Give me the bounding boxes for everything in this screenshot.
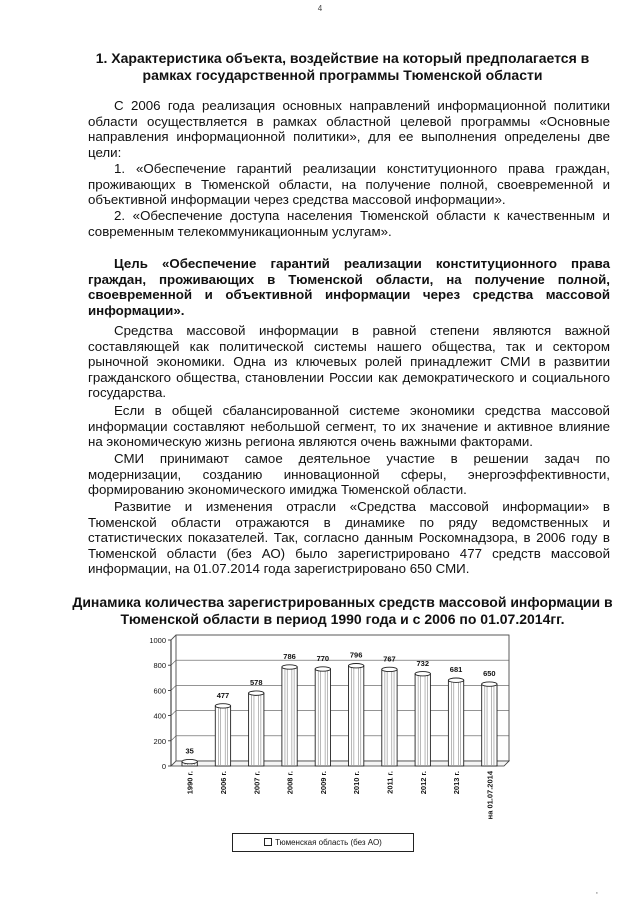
x-tick-label: 2007 г.	[252, 771, 262, 795]
bar-top	[448, 678, 463, 682]
x-tick-label: 2010 г.	[352, 771, 362, 795]
bar-top	[215, 704, 230, 708]
x-tick-label: 2011 г.	[385, 771, 395, 794]
bar-top	[315, 667, 330, 671]
bar-top	[382, 667, 397, 671]
legend-swatch	[264, 838, 272, 846]
bar-top	[182, 759, 197, 763]
y-tick-label: 600	[153, 686, 166, 696]
x-tick-label: 2013 г.	[452, 771, 462, 795]
x-tick-label: 2008 г.	[285, 771, 295, 795]
corner-mark: ‚	[596, 886, 598, 895]
y-tick-label: 0	[161, 762, 166, 771]
bar	[415, 674, 430, 766]
gridline-depth	[171, 660, 176, 665]
bar-value-label: 770	[316, 653, 330, 663]
x-tick-label: 1990 г.	[185, 771, 195, 795]
y-tick-label: 200	[153, 736, 166, 746]
bar	[249, 693, 264, 766]
bar-value-label: 786	[283, 651, 296, 661]
bar-value-label: 796	[349, 650, 363, 660]
bar-chart	[137, 633, 517, 858]
bar	[382, 669, 397, 766]
bar	[282, 667, 297, 766]
bar-top	[249, 691, 264, 695]
legend-label: Тюменская область (без АО)	[275, 838, 382, 847]
y-tick-label: 1000	[149, 636, 166, 645]
gridline-depth	[171, 685, 176, 690]
gridline-depth	[171, 736, 176, 741]
bar-top	[282, 665, 297, 669]
chart-legend	[232, 833, 414, 852]
chart-title: Динамика количества зарегистрированных средств массовой информации в Тюменской области в период 1990 года и с 2006 по 01.07.2014гг.	[72, 594, 613, 627]
x-tick-label: на 01.07.2014	[485, 771, 495, 820]
goal-heading: Цель «Обеспечение гарантий реализации конституционного права граждан, проживающих в Тюменской области, на получение полной, своевременной и объективной информации через средства массовой информации».	[88, 256, 610, 318]
bar-value-label: 35	[185, 746, 194, 756]
bar-value-label: 650	[483, 669, 496, 679]
intro-paragraph: С 2006 года реализация основных направлений информационной политики области осуществляется в рамках областной целевой программы «Основные направления информационной политики», для ее выполнения определены две цели:	[88, 98, 610, 160]
bar-value-label: 681	[449, 665, 463, 675]
bar	[348, 666, 363, 766]
page-number: 4	[317, 4, 323, 13]
bar	[315, 669, 330, 766]
y-tick-label: 800	[153, 661, 166, 671]
bar-value-label: 767	[383, 654, 396, 664]
y-tick-label: 400	[153, 711, 166, 721]
bar	[482, 684, 497, 766]
paragraph-1: Средства массовой информации в равной степени являются важной составляющей как политической системы нашего общества, так и сектором рыночной экономики. Одна из ключевых ролей принадлежит СМИ в развитии гражданского общества, становлении России как демократического и социального государства.	[88, 323, 610, 401]
bar	[215, 706, 230, 766]
bar-top	[348, 664, 363, 668]
goal-1-paragraph: 1. «Обеспечение гарантий реализации конституционного права граждан, проживающих в Тюменской области, на получение полной, своевременной и объективной информации через средства массовой информации».	[88, 161, 610, 208]
goal-2-paragraph: 2. «Обеспечение доступа населения Тюменской области к качественным и современным телекоммуникационным услугам».	[88, 208, 610, 239]
bar-top	[482, 682, 497, 686]
gridline-depth	[171, 711, 176, 716]
bar-value-label: 732	[416, 658, 430, 668]
gridline-depth	[171, 635, 176, 640]
x-tick-label: 2009 г.	[318, 771, 328, 795]
bar	[448, 680, 463, 766]
paragraph-3: СМИ принимают самое деятельное участие в решении задач по модернизации, созданию инновационной сферы, энергоэффективности, формированию экономического имиджа Тюменской области.	[88, 451, 610, 498]
bar-value-label: 477	[216, 690, 230, 700]
bar-top	[415, 672, 430, 676]
paragraph-4: Развитие и изменения отрасли «Средства массовой информации» в Тюменской области отражаются в динамике по ряду ведомственных и статистических показателей. Так, согласно данным Роскомнадзора, в 2006 году в Тюменской области (без АО) было зарегистрировано 477 средств массовой информации, на 01.07.2014 года зарегистрировано 650 СМИ.	[88, 499, 610, 577]
paragraph-2: Если в общей сбалансированной системе экономики средства массовой информации составляют небольшой сегмент, то их значение и активное влияние на экономическую жизнь региона являются очень важными факторами.	[88, 403, 610, 450]
bar-value-label: 578	[249, 678, 263, 688]
section-heading: 1. Характеристика объекта, воздействие на который предполагается в рамках государственной программы Тюменской области	[95, 50, 590, 83]
chart-container	[137, 633, 517, 858]
x-tick-label: 2006 г.	[218, 771, 228, 795]
x-tick-label: 2012 г.	[418, 771, 428, 795]
